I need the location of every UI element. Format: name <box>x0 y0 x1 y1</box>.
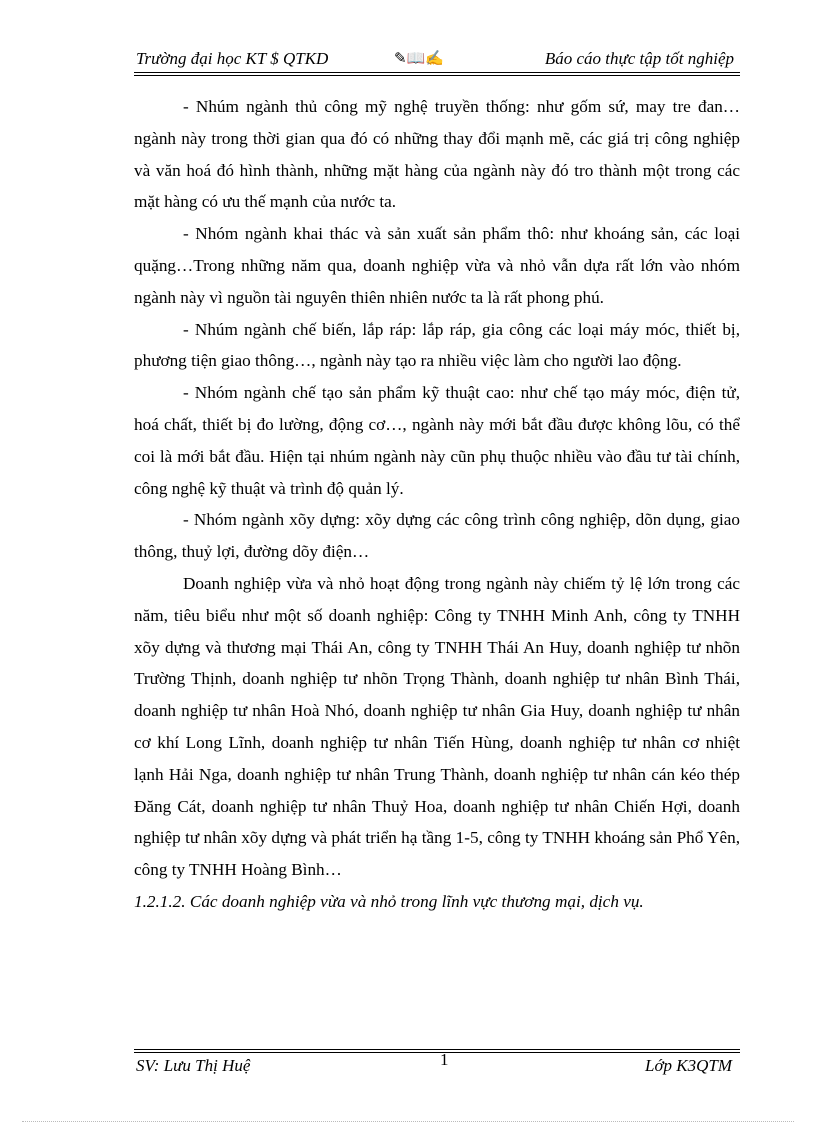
header-report-title: Báo cáo thực tập tốt nghiệp <box>544 49 734 68</box>
page-header <box>134 46 740 72</box>
section-heading: 1.2.1.2. Các doanh nghiệp vừa và nhỏ trong lĩnh vực thương mại, dịch vụ. <box>134 891 644 911</box>
footer-divider-thin <box>134 1049 740 1050</box>
page-number: 1 <box>440 1050 449 1069</box>
paragraph-enterprises: Doanh nghiệp vừa và nhỏ hoạt động trong ngành này chiếm tỷ lệ lớn trong các năm, tiêu biểu như một số doanh nghiệp: Công ty TNHH Minh Anh, công ty TNHH xõy dựng và thương mại Thái An, công ty TNHH Thái An Huy, doanh nghiệp tư nhõn Trường Thịnh, doanh nghiệp tư nhõn Trọng Thành, doanh nghiệp tư nhân Bình Thái, doanh nghiệp tư nhân Hoà Nhó, doanh nghiệp tư nhân Gia Huy, doanh nghiệp tư nhân cơ khí Long Lĩnh, doanh nghiệp tư nhân Tiến Hùng, doanh nghiệp tư nhân cơ nhiệt lạnh Hải Nga, doanh nghiệp tư nhân Trung Thành, doanh nghiệp tư nhân cán kéo thép Đăng Cát, doanh nghiệp tư nhân Thuỷ Hoa, doanh nghiệp tư nhân Chiến Hợi, doanh nghiệp tư nhân xõy dựng và phát triển hạ tầng 1-5, công ty TNHH khoáng sản Phổ Yên, công ty TNHH Hoàng Bình… <box>134 573 740 880</box>
paragraph-handicraft: - Nhúm ngành thủ công mỹ nghệ truyền thống: như gốm sứ, may tre đan…ngành này trong thời gian qua đó có những thay đổi mạnh mẽ, các giá trị công nghiệp và văn hoá đó hình thành, những mặt hàng của ngành này đó tro thành một trong các mặt hàng có ưu thế mạnh của nước ta. <box>134 97 740 212</box>
header-divider-thin <box>134 75 740 76</box>
paragraph-high-tech: - Nhóm ngành chế tạo sản phẩm kỹ thuật cao: như chế tạo máy móc, điện tử, hoá chất, thiết bị đo lường, động cơ…, ngành này mới bắt đầu được không lõu, có thể coi là mới bắt đầu. Hiện tại nhúm ngành này cũn phụ thuộc nhiều vào đầu tư tài chính, công nghệ kỹ thuật và trình độ quản lý. <box>134 383 740 498</box>
header-ornament-icon: ✎📖✍ <box>394 51 444 67</box>
footer-student-name: SV: Lưu Thị Huệ <box>136 1056 251 1075</box>
header-divider <box>134 72 740 73</box>
document-body <box>134 91 740 918</box>
paragraph-construction: - Nhóm ngành xõy dựng: xõy dựng các công trình công nghiệp, dõn dụng, giao thông, thuỷ lợi, đường dõy điện… <box>134 510 740 562</box>
footer-class: Lớp K3QTM <box>644 1056 732 1075</box>
paragraph-mining: - Nhóm ngành khai thác và sản xuất sản phẩm thô: như khoáng sản, các loại quặng…Trong những năm qua, doanh nghiệp vừa và nhỏ vẫn dựa rất lớn vào nhóm ngành này vì nguồn tài nguyên thiên nhiên nước ta là rất phong phú. <box>134 224 740 307</box>
header-school-name: Trường đại học KT $ QTKD <box>136 49 329 68</box>
page-footer <box>134 1050 740 1079</box>
paragraph-processing: - Nhúm ngành chế biến, lắp ráp: lắp ráp, gia công các loại máy móc, thiết bị, phương tiện giao thông…, ngành này tạo ra nhiều việc làm cho người lao động. <box>134 319 740 371</box>
page-bottom-border <box>22 1121 794 1122</box>
